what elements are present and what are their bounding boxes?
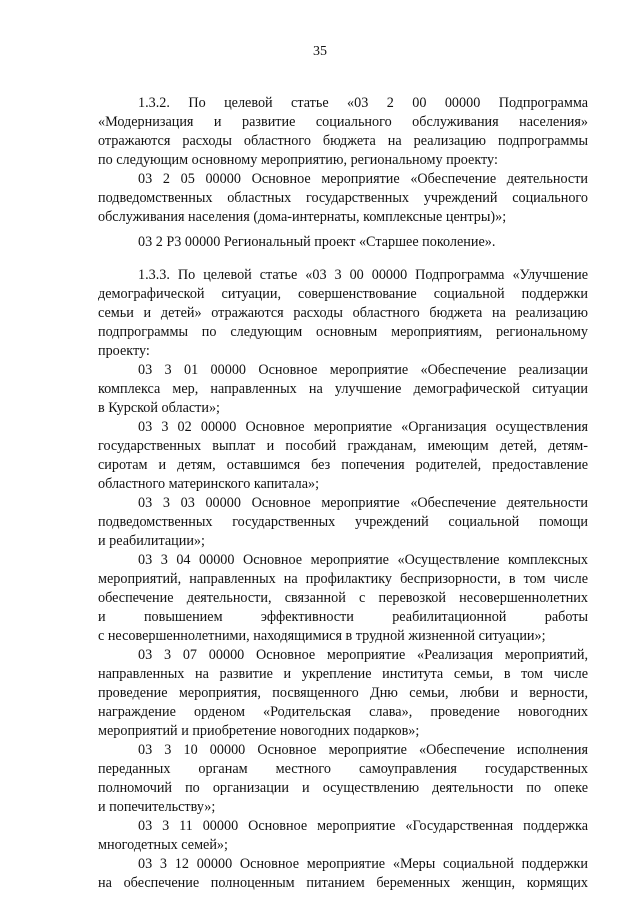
text-line: на обеспечение полноценным питанием беременных женщин, кормящих	[98, 875, 588, 891]
text-line: 03 3 02 00000 Основное мероприятие «Организация осуществления	[138, 419, 588, 435]
text-line: 03 3 04 00000 Основное мероприятие «Осуществление комплексных	[138, 552, 588, 568]
text-line: отражаются расходы областного бюджета на реализацию подпрограммы	[98, 133, 588, 149]
text-line: обеспечение деятельности, связанной с перевозкой несовершеннолетних	[98, 590, 588, 606]
section-2	[98, 266, 588, 893]
text-line: обслуживания населения (дома-интернаты, комплексные центры)»;	[98, 209, 507, 225]
section-gap	[98, 252, 588, 266]
document-body	[98, 94, 588, 893]
text-line: многодетных семей»;	[98, 837, 228, 853]
text-line: и повышением эффективности реабилитационной работы	[98, 609, 588, 625]
text-line: 03 2 P3 00000 Региональный проект «Старшее поколение».	[138, 234, 496, 250]
text-line: семьи и детей» отражаются расходы областного бюджета на реализацию	[98, 305, 588, 321]
text-line: в Курской области»;	[98, 400, 220, 416]
text-line: областного материнского капитала»;	[98, 476, 320, 492]
text-line: сиротам и детям, оставшимся без попечения родителей, предоставление	[98, 457, 588, 473]
text-line: 03 3 11 00000 Основное мероприятие «Государственная поддержка	[138, 818, 588, 834]
section-1	[98, 94, 588, 252]
text-line: подведомственных областных государственных учреждений социального	[98, 190, 588, 206]
text-line: «Модернизация и развитие социального обслуживания населения»	[98, 114, 588, 130]
text-line: по следующим основному мероприятию, региональному проекту:	[98, 152, 498, 168]
text-line: с несовершеннолетними, находящимися в трудной жизненной ситуации»;	[98, 628, 546, 644]
text-line: 1.3.3. По целевой статье «03 3 00 00000 Подпрограмма «Улучшение	[138, 267, 588, 283]
text-line: награждение орденом «Родительская слава», проведение новогодних	[98, 704, 588, 720]
text-line: мероприятий и приобретение новогодних подарков»;	[98, 723, 420, 739]
text-line: направленных на развитие и укрепление института семьи, в том числе	[98, 666, 588, 682]
text-line: 1.3.2. По целевой статье «03 2 00 00000 Подпрограмма	[138, 95, 588, 111]
text-line: 03 3 10 00000 Основное мероприятие «Обеспечение исполнения	[138, 742, 588, 758]
text-line: полномочий по организации и осуществлению деятельности по опеке	[98, 780, 588, 796]
text-line: подведомственных государственных учреждений социальной помощи	[98, 514, 588, 530]
text-line: переданных органам местного самоуправления государственных	[98, 761, 588, 777]
text-line: комплекса мер, направленных на улучшение демографической ситуации	[98, 381, 588, 397]
text-line: демографической ситуации, совершенствование социальной поддержки	[98, 286, 588, 302]
text-line: и реабилитации»;	[98, 533, 205, 549]
page-number: 35	[313, 44, 327, 59]
text-line: 03 3 07 00000 Основное мероприятие «Реализация мероприятий,	[138, 647, 588, 663]
text-line: 03 3 01 00000 Основное мероприятие «Обеспечение реализации	[138, 362, 588, 378]
text-line: 03 2 05 00000 Основное мероприятие «Обеспечение деятельности	[138, 171, 588, 187]
text-line: государственных выплат и пособий гражданам, имеющим детей, детям-	[98, 438, 588, 454]
text-line: 03 3 12 00000 Основное мероприятие «Меры социальной поддержки	[138, 856, 588, 872]
text-line: 03 3 03 00000 Основное мероприятие «Обеспечение деятельности	[138, 495, 588, 511]
text-line: мероприятий, направленных на профилактику беспризорности, в том числе	[98, 571, 588, 587]
text-line: и попечительству»;	[98, 799, 216, 815]
text-line: подпрограммы по следующим основным мероприятиям, региональному	[98, 324, 588, 340]
text-line: проекту:	[98, 343, 150, 359]
text-line: проведение мероприятия, посвященного Дню семьи, любви и верности,	[98, 685, 588, 701]
